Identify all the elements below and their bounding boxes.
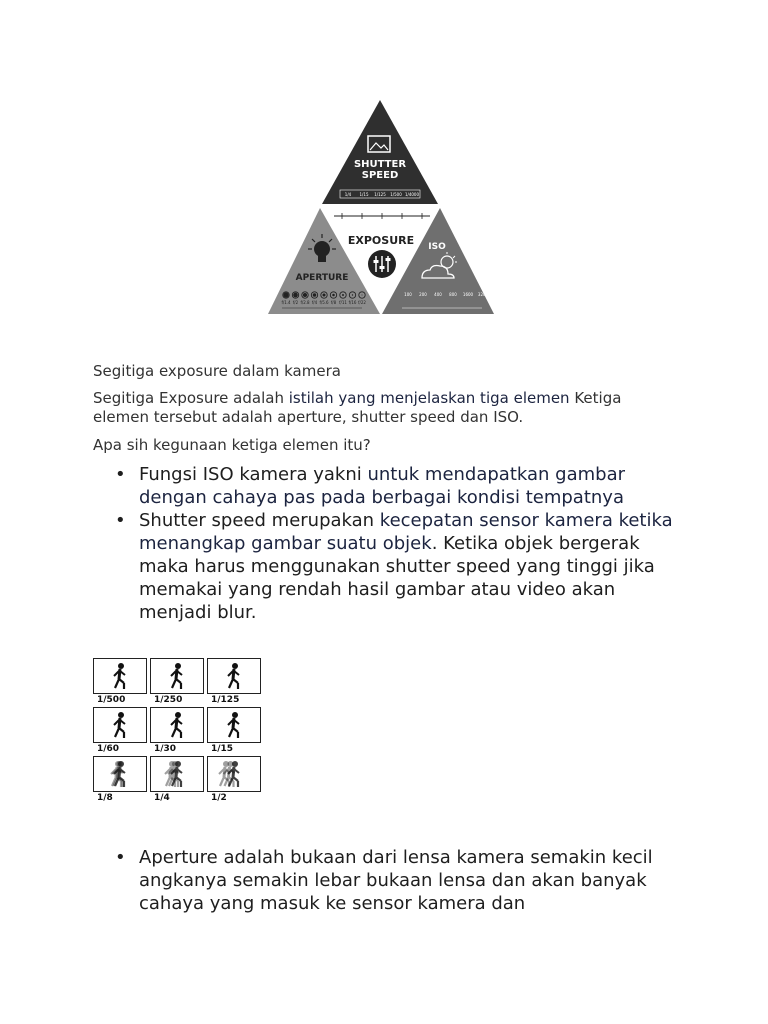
- iso-title: ISO: [428, 242, 446, 252]
- shutter-speed-label: 1/2: [211, 793, 227, 803]
- running-person-icon: [208, 757, 260, 791]
- aperture-scale: [281, 300, 366, 305]
- aperture-opening-icon: [362, 295, 363, 296]
- iso-scale-label: 1600: [462, 292, 474, 297]
- aperture-scale-label: f/22: [358, 300, 366, 305]
- shutter-example-frame: [207, 756, 261, 792]
- bullet-list-bottom: [93, 846, 693, 915]
- running-person-icon: [151, 757, 203, 791]
- shutter-example-frame: [150, 707, 204, 743]
- aperture-opening-icon: [342, 294, 344, 296]
- shutter-speed-label: 1/60: [97, 744, 120, 754]
- bullet-text-end: . Ketika objek bergerak maka harus menggunakan shutter speed yang tinggi jika memakai yang rendah hasil gambar atau video akan menjadi blur.: [139, 533, 655, 623]
- shutter-speed-label: 1/15: [211, 744, 234, 754]
- bullet-item-shutter: [93, 509, 693, 624]
- aperture-scale-label: f/1.4: [281, 300, 291, 305]
- bullet-text: Fungsi ISO kamera yakni: [139, 464, 368, 485]
- running-person-icon: [151, 708, 203, 742]
- aperture-scale-label: f/8: [330, 300, 337, 305]
- bullet-item-aperture: [93, 846, 693, 915]
- shutter-speed-label: 1/8: [97, 793, 113, 803]
- bullet-list-top: [93, 463, 693, 624]
- bullet-text: Shutter speed merupakan: [139, 510, 380, 531]
- bullet-highlight: kecepatan sensor kamera ketika menangkap gambar suatu objek: [139, 510, 673, 554]
- iso-scale-label: 200: [419, 292, 427, 297]
- shutter-speed-label: 1/125: [211, 695, 240, 705]
- question-text: Apa sih kegunaan ketiga elemen itu?: [93, 436, 371, 454]
- bullet-dot: •: [115, 510, 126, 531]
- shutter-example-frame: [150, 658, 204, 694]
- aperture-scale-label: f/2.8: [300, 300, 310, 305]
- shutter-scale-label: 1/4000: [404, 192, 420, 197]
- exposure-title: EXPOSURE: [347, 234, 415, 247]
- shutter-example-frame: [207, 658, 261, 694]
- aperture-opening-icon: [283, 292, 288, 297]
- paragraph-text-2: Ketiga elemen tersebut adalah aperture, shutter speed dan ISO.: [93, 389, 622, 426]
- running-person-icon: [94, 708, 146, 742]
- iso-scale-label: 800: [449, 292, 457, 297]
- shutter-example-frame: [93, 756, 147, 792]
- aperture-scale-label: f/5.6: [319, 300, 329, 305]
- shutter-example-frame: [93, 658, 147, 694]
- bullet-item-iso: [93, 463, 693, 509]
- shutter-scale-label: 1/4: [344, 192, 352, 197]
- shutter-scale-label: 1/125: [374, 192, 386, 197]
- shutter-example-frame: [207, 707, 261, 743]
- aperture-opening-icon: [322, 293, 325, 296]
- running-person-icon: [151, 659, 203, 693]
- aperture-scale-label: f/16: [348, 300, 357, 305]
- settings-sliders-icon: [368, 250, 396, 278]
- shutter-speed-label: 1/4: [154, 793, 170, 803]
- bullet-dot: •: [115, 847, 126, 868]
- aperture-opening-icon: [313, 293, 317, 297]
- shutter-speed-label: 1/30: [154, 744, 177, 754]
- aperture-title: APERTURE: [295, 273, 349, 283]
- aperture-opening-icon: [293, 293, 298, 298]
- aperture-opening-icon: [332, 294, 335, 297]
- intro-paragraph: [93, 389, 653, 427]
- running-person-icon: [208, 708, 260, 742]
- aperture-scale-label: f/2: [292, 300, 299, 305]
- running-person-icon: [94, 757, 146, 791]
- iso-scale-label: 400: [434, 292, 442, 297]
- aperture-opening-icon: [303, 293, 307, 297]
- iso-scale-label: 100: [404, 292, 412, 297]
- shutter-scale-label: 1/500: [390, 192, 402, 197]
- bullet-text: Aperture adalah bukaan dari lensa kamera semakin kecil angkanya semakin lebar bukaan lensa dan akan banyak cahaya yang masuk ke sensor kamera dan: [139, 847, 653, 914]
- aperture-scale-label: f/11: [339, 300, 347, 305]
- shutter-title-1: SHUTTER: [353, 159, 407, 170]
- shutter-title-2: SPEED: [361, 170, 399, 181]
- shutter-speed-label: 1/250: [154, 695, 183, 705]
- bullet-dot: •: [115, 464, 126, 485]
- shutter-example-frame: [150, 756, 204, 792]
- iso-scale-label: 3200: [477, 292, 489, 297]
- running-person-icon: [208, 659, 260, 693]
- paragraph-text-1: Segitiga Exposure adalah: [93, 389, 289, 407]
- exposure-triangle-figure: [262, 96, 502, 322]
- running-person-icon: [94, 659, 146, 693]
- shutter-speed-examples-figure: [86, 652, 264, 803]
- aperture-scale-label: f/4: [311, 300, 318, 305]
- shutter-scale-label: 1/15: [359, 192, 369, 197]
- bullet-highlight: untuk mendapatkan gambar dengan cahaya pas pada berbagai kondisi tempatnya: [139, 464, 626, 508]
- shutter-example-frame: [93, 707, 147, 743]
- shutter-speed-label: 1/500: [97, 695, 126, 705]
- figure-caption: Segitiga exposure dalam kamera: [93, 362, 341, 380]
- paragraph-highlight: istilah yang menjelaskan tiga elemen: [288, 389, 570, 407]
- aperture-opening-icon: [352, 294, 353, 295]
